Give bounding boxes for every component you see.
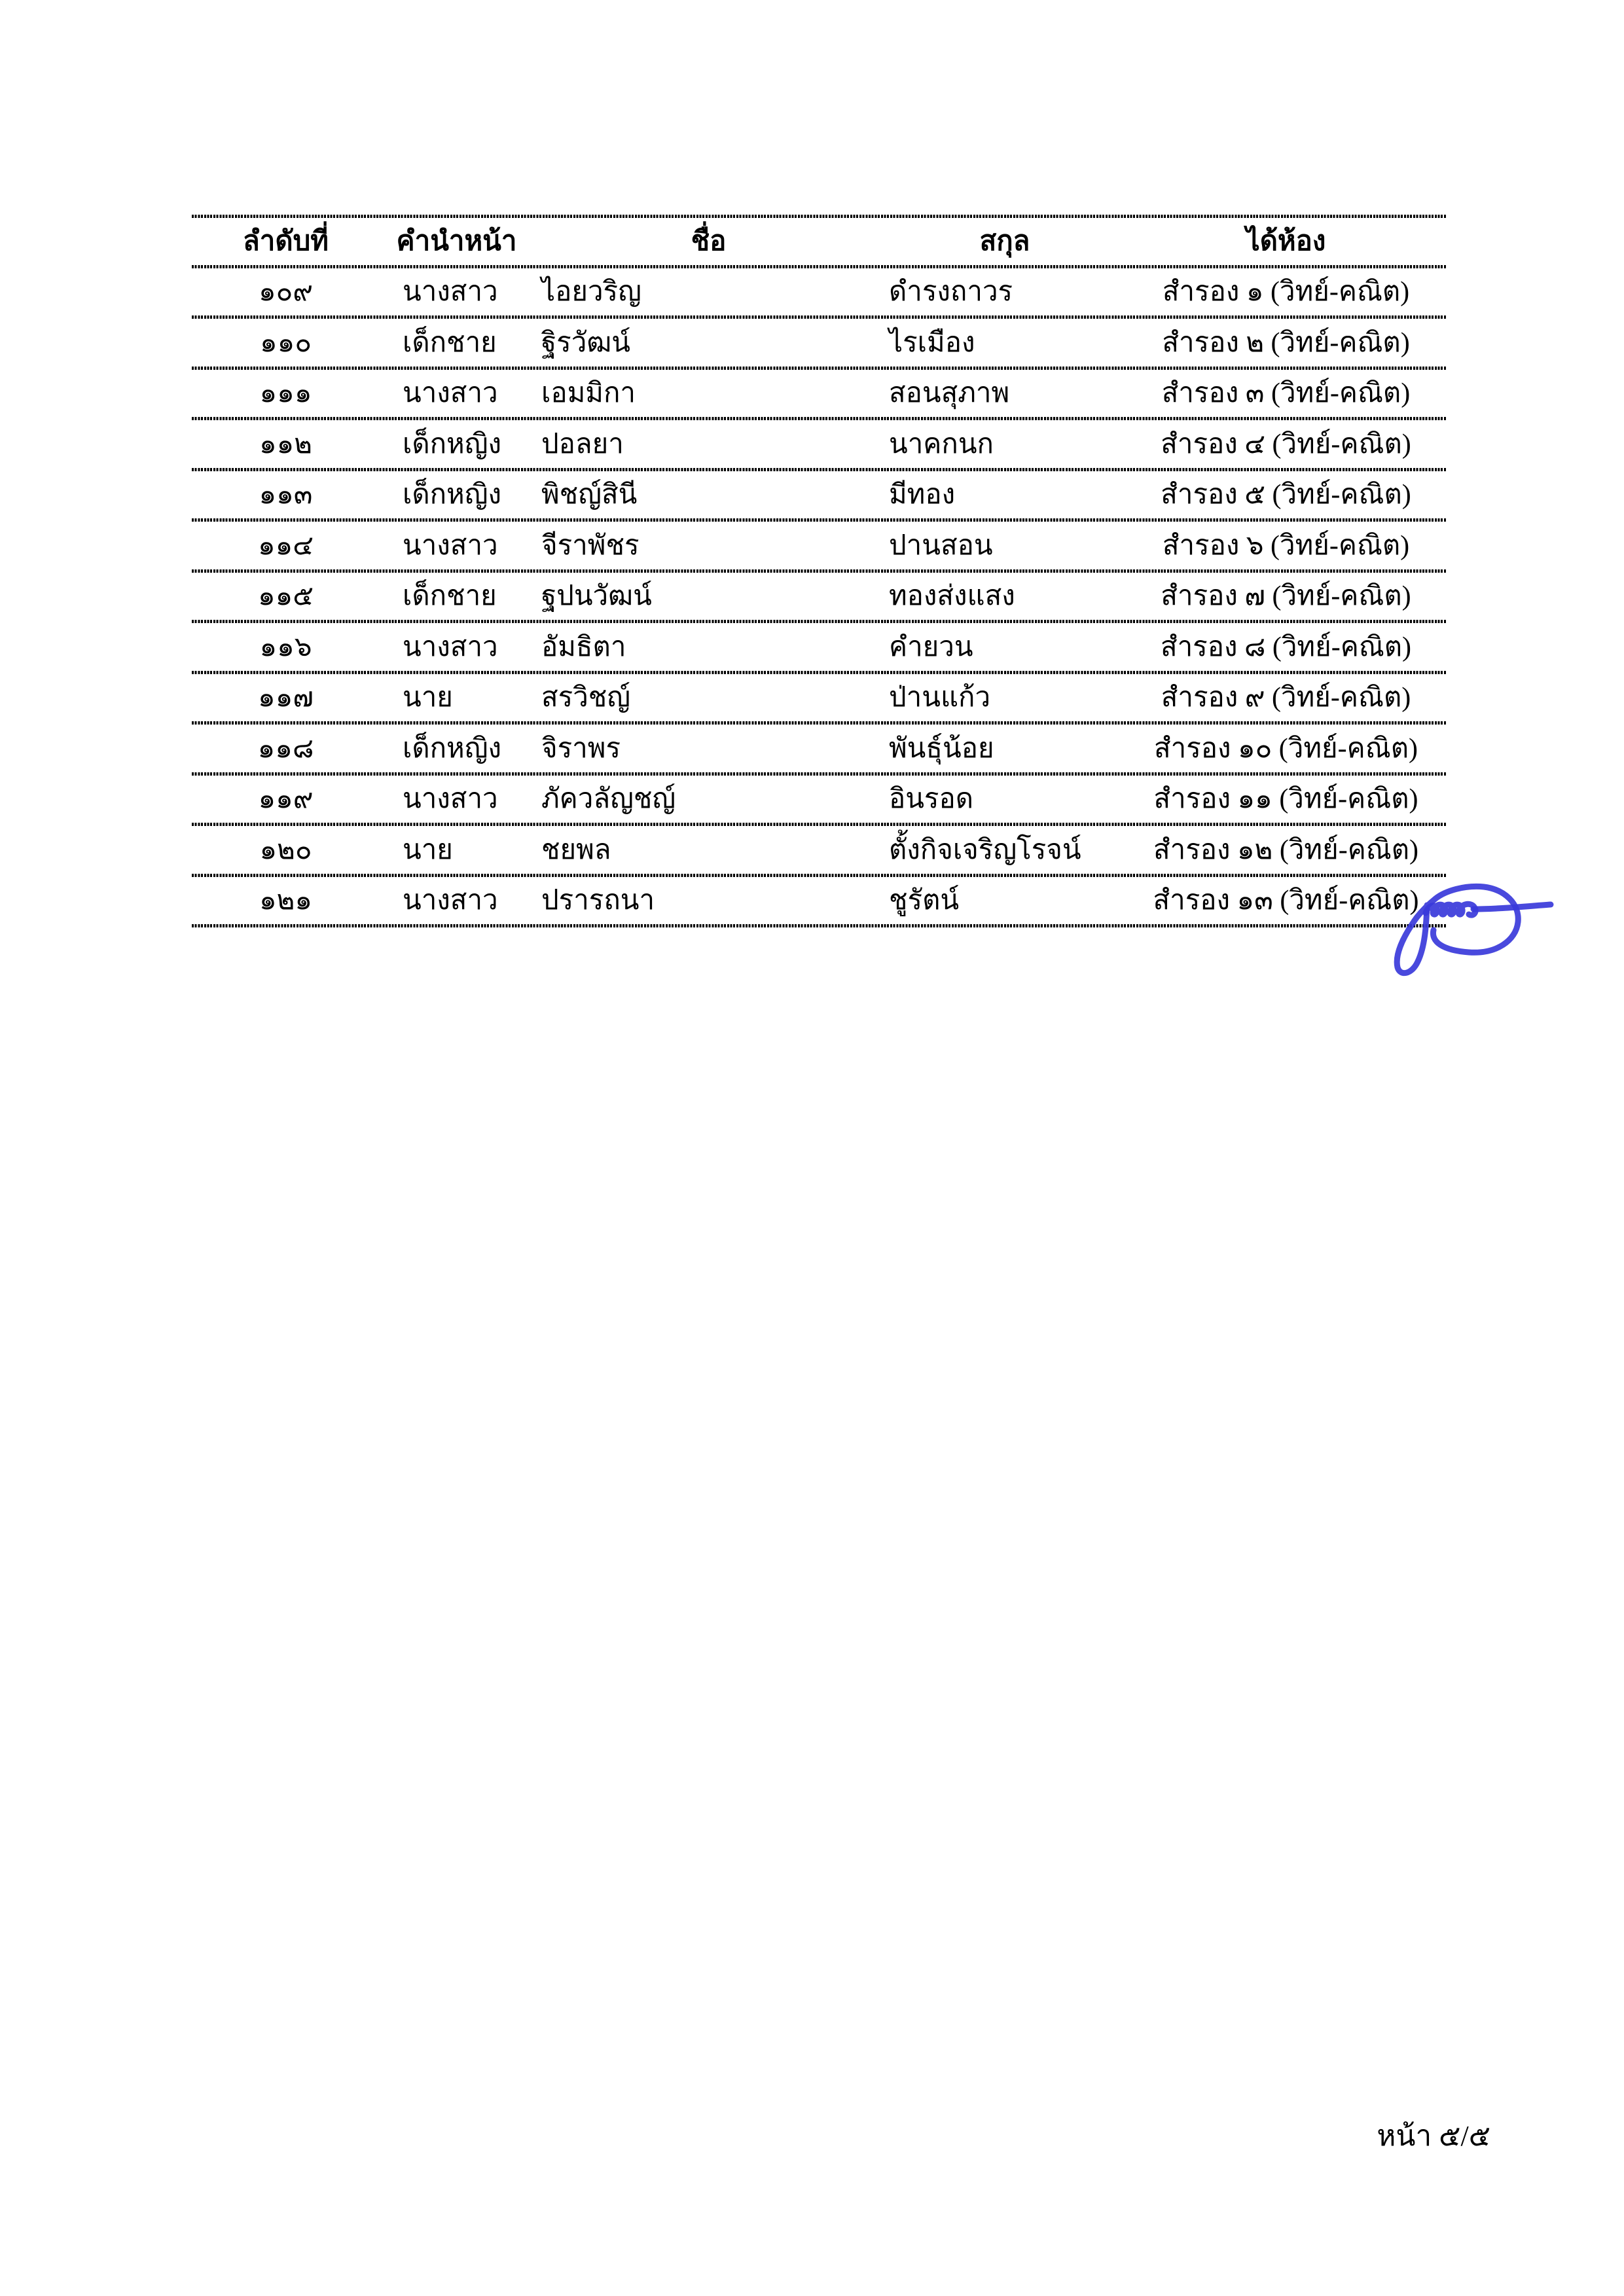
cell-first-name: ไอยวริญ — [541, 277, 641, 308]
cell-assigned-room: สำรอง ๘ (วิทย์-คณิต) — [1160, 632, 1412, 662]
cell-last-name: ชูรัตน์ — [889, 886, 960, 916]
table-header-row — [192, 216, 1446, 267]
cell-last-name: ปานสอน — [889, 530, 993, 561]
cell-order-number: ๑๑๘ — [257, 733, 314, 764]
header-last-name: สกุล — [979, 226, 1030, 257]
cell-assigned-room: สำรอง ๑๐ (วิทย์-คณิต) — [1154, 733, 1418, 764]
cell-title-prefix: นางสาว — [403, 784, 498, 815]
cell-title-prefix: เด็กหญิง — [403, 733, 502, 764]
cell-title-prefix: นางสาว — [403, 277, 498, 308]
cell-assigned-room: สำรอง ๓ (วิทย์-คณิต) — [1161, 378, 1411, 409]
header-assigned-room: ได้ห้อง — [1246, 226, 1326, 257]
cell-order-number: ๑๒๑ — [259, 886, 312, 916]
cell-last-name: พันธุ์น้อย — [889, 733, 994, 764]
cell-assigned-room: สำรอง ๑ (วิทย์-คณิต) — [1162, 277, 1410, 308]
cell-title-prefix: เด็กชาย — [403, 581, 497, 612]
cell-first-name: จิราพร — [541, 733, 621, 764]
cell-last-name: สอนสุภาพ — [889, 378, 1010, 409]
cell-assigned-room: สำรอง ๑๓ (วิทย์-คณิต) — [1153, 886, 1419, 916]
header-first-name: ชื่อ — [691, 226, 727, 257]
cell-last-name: อินรอด — [889, 784, 973, 815]
cell-first-name: ชยพล — [541, 834, 611, 865]
cell-order-number: ๑๑๒ — [259, 429, 312, 459]
cell-assigned-room: สำรอง ๑๒ (วิทย์-คณิต) — [1153, 834, 1419, 865]
cell-first-name: เอมมิกา — [541, 378, 636, 409]
cell-title-prefix: นางสาว — [403, 378, 498, 409]
signature-tail — [1473, 905, 1551, 909]
cell-last-name: ป่านแก้ว — [889, 683, 991, 713]
cell-order-number: ๑๑๔ — [257, 530, 314, 561]
cell-first-name: ภัควลัญชญ์ — [541, 784, 676, 815]
cell-title-prefix: เด็กชาย — [403, 327, 497, 358]
cell-assigned-room: สำรอง ๕ (วิทย์-คณิต) — [1161, 480, 1411, 511]
cell-title-prefix: นาย — [403, 834, 453, 865]
cell-assigned-room: สำรอง ๗ (วิทย์-คณิต) — [1161, 581, 1411, 612]
cell-assigned-room: สำรอง ๖ (วิทย์-คณิต) — [1162, 530, 1410, 561]
cell-order-number: ๑๑๑ — [259, 378, 312, 409]
table-row — [192, 673, 1446, 724]
cell-first-name: อัมธิตา — [541, 632, 626, 662]
cell-assigned-room: สำรอง ๙ (วิทย์-คณิต) — [1161, 683, 1411, 713]
cell-last-name: คำยวน — [889, 632, 973, 662]
cell-order-number: ๑๑๖ — [259, 632, 312, 662]
page-number-label: หน้า ๕/๕ — [1377, 2120, 1490, 2152]
cell-first-name: ฐปนวัฒน์ — [541, 581, 652, 612]
table-row — [192, 571, 1446, 622]
table-row — [192, 267, 1446, 318]
cell-last-name: ตั้งกิจเจริญโรจน์ — [889, 834, 1081, 865]
cell-last-name: ทองส่งแสง — [889, 581, 1015, 612]
table-row — [192, 368, 1446, 420]
table-row — [192, 622, 1446, 673]
header-order-number: ลำดับที่ — [243, 226, 329, 257]
cell-order-number: ๑๑๕ — [257, 581, 314, 612]
cell-title-prefix: นางสาว — [403, 632, 498, 662]
cell-title-prefix: นางสาว — [403, 886, 498, 916]
cell-first-name: ฐิรวัฒน์ — [541, 327, 630, 358]
table-row — [192, 825, 1446, 876]
table-row — [192, 317, 1446, 368]
cell-first-name: ปรารถนา — [541, 886, 655, 916]
cell-order-number: ๑๑๓ — [259, 480, 313, 511]
cell-first-name: พิชญ์สินี — [541, 480, 638, 511]
cell-last-name: ไรเมือง — [889, 327, 975, 358]
cell-last-name: นาคกนก — [889, 429, 994, 459]
cell-order-number: ๑๑๐ — [260, 327, 312, 358]
cell-last-name: ดำรงถาวร — [889, 277, 1013, 308]
cell-first-name: ปอลยา — [541, 429, 624, 459]
cell-last-name: มีทอง — [889, 480, 956, 511]
cell-assigned-room: สำรอง ๔ (วิทย์-คณิต) — [1161, 429, 1411, 459]
cell-order-number: ๑๑๗ — [258, 683, 314, 713]
table-row — [192, 723, 1446, 774]
cell-title-prefix: เด็กหญิง — [403, 429, 502, 459]
table-row — [192, 470, 1446, 521]
table-row — [192, 520, 1446, 571]
cell-first-name: จีราพัชร — [541, 530, 640, 561]
cell-first-name: สรวิชญ์ — [541, 683, 631, 713]
cell-assigned-room: สำรอง ๑๑ (วิทย์-คณิต) — [1153, 784, 1418, 815]
cell-order-number: ๑๐๙ — [258, 277, 314, 308]
cell-title-prefix: เด็กหญิง — [403, 480, 502, 511]
table-row — [192, 774, 1446, 825]
cell-title-prefix: นาย — [403, 683, 453, 713]
cell-assigned-room: สำรอง ๒ (วิทย์-คณิต) — [1162, 327, 1410, 358]
table-row — [192, 419, 1446, 470]
table-row — [192, 876, 1446, 927]
cell-title-prefix: นางสาว — [403, 530, 498, 561]
cell-order-number: ๑๒๐ — [259, 834, 312, 865]
student-room-table — [192, 216, 1446, 926]
header-title-prefix: คำนำหน้า — [396, 226, 517, 257]
cell-order-number: ๑๑๙ — [258, 784, 314, 815]
